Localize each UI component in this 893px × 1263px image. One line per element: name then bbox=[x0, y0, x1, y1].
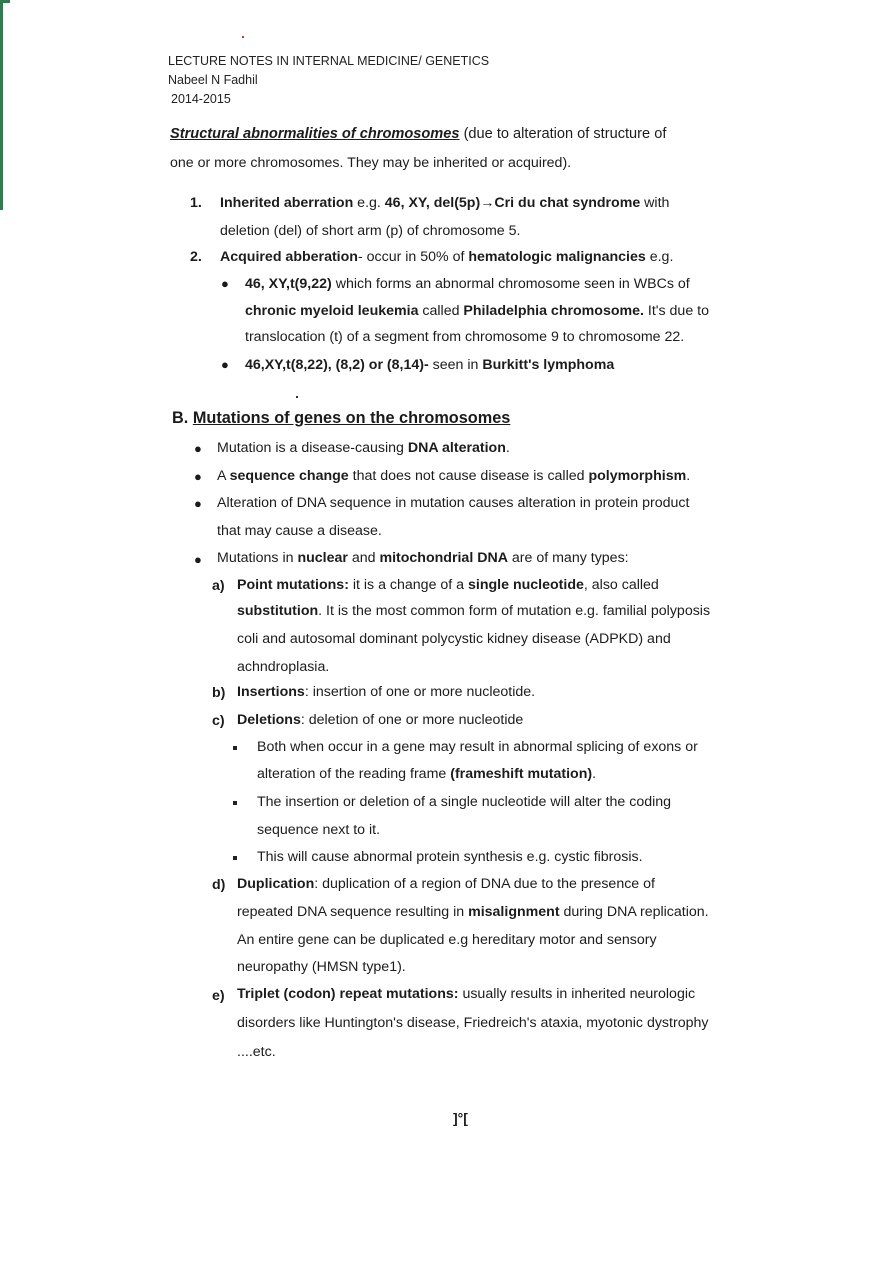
section-title: Mutations of genes on the chromosomes bbox=[192, 409, 511, 427]
triplet-repeat-line-2: disorders like Huntington's disease, Friedreich's ataxia, myotonic dystrophy bbox=[237, 1015, 709, 1031]
scan-speck bbox=[242, 36, 244, 38]
page-edge-mark bbox=[0, 0, 3, 210]
bullet-dot: ● bbox=[194, 441, 202, 456]
frameshift-line-2: alteration of the reading frame (frameshift mutation). bbox=[257, 766, 597, 782]
header-year: 2014-2015 bbox=[171, 92, 231, 106]
bullet-dot: ● bbox=[194, 496, 202, 511]
cml-line-2: chronic myeloid leukemia called Philadelphia chromosome. It's due to bbox=[245, 303, 709, 319]
square-bullet bbox=[233, 801, 237, 805]
coding-sequence-line-2: sequence next to it. bbox=[257, 822, 381, 838]
list-letter: c) bbox=[212, 713, 225, 729]
inherited-aberration-line-1: Inherited aberration e.g. 46, XY, del(5p)→Cri du chat syndrome with bbox=[220, 195, 670, 211]
square-bullet bbox=[233, 746, 237, 750]
bullet-dot: ● bbox=[221, 276, 229, 291]
cml-line-3: translocation (t) of a segment from chromosome 9 to chromosome 22. bbox=[245, 329, 685, 345]
square-bullet bbox=[233, 856, 237, 860]
section-letter: B. bbox=[172, 409, 189, 427]
bullet-dot: ● bbox=[194, 469, 202, 484]
structural-intro-line-2: one or more chromosomes. They may be inherited or acquired). bbox=[170, 155, 572, 171]
page-number: ]°[ bbox=[453, 1110, 468, 1126]
list-letter: a) bbox=[212, 578, 225, 594]
scan-speck bbox=[296, 396, 298, 398]
point-mutation-line-3: coli and autosomal dominant polycystic kidney disease (ADPKD) and bbox=[237, 631, 671, 647]
page-edge-tick bbox=[0, 0, 10, 3]
list-number: 1. bbox=[190, 195, 202, 211]
duplication-line-3: An entire gene can be duplicated e.g hereditary motor and sensory bbox=[237, 932, 657, 948]
structural-heading: Structural abnormalities of chromosomes bbox=[170, 126, 460, 142]
list-letter: b) bbox=[212, 685, 226, 701]
header-title: LECTURE NOTES IN INTERNAL MEDICINE/ GENETICS bbox=[168, 54, 490, 68]
mutation-definition: Mutation is a disease-causing DNA alteration. bbox=[217, 440, 510, 456]
list-letter: e) bbox=[212, 988, 225, 1004]
duplication-line-2: repeated DNA sequence resulting in misalignment during DNA replication. bbox=[237, 904, 709, 920]
bullet-dot: ● bbox=[221, 357, 229, 372]
burkitt-line: 46,XY,t(8,22), (8,2) or (8,14)- seen in Burkitt's lymphoma bbox=[245, 357, 615, 373]
point-mutation-line-2: substitution. It is the most common form of mutation e.g. familial polyposis bbox=[237, 603, 711, 619]
alteration-line-1: Alteration of DNA sequence in mutation causes alteration in protein product bbox=[217, 495, 690, 511]
acquired-aberration-line-1: Acquired abberation- occur in 50% of hematologic malignancies e.g. bbox=[220, 249, 674, 265]
document-header bbox=[168, 52, 489, 109]
cystic-fibrosis-line: This will cause abnormal protein synthesis e.g. cystic fibrosis. bbox=[257, 849, 643, 865]
list-letter: d) bbox=[212, 877, 226, 893]
list-number: 2. bbox=[190, 249, 202, 265]
header-author: Nabeel N Fadhil bbox=[168, 73, 258, 87]
bullet-dot: ● bbox=[194, 552, 202, 567]
point-mutation-line-1: Point mutations: it is a change of a single nucleotide, also called bbox=[237, 577, 659, 593]
triplet-repeat-line-1: Triplet (codon) repeat mutations: usually results in inherited neurologic bbox=[237, 986, 696, 1002]
frameshift-line-1: Both when occur in a gene may result in abnormal splicing of exons or bbox=[257, 739, 698, 755]
duplication-line-1: Duplication: duplication of a region of DNA due to the presence of bbox=[237, 876, 655, 892]
insertions-line: Insertions: insertion of one or more nucleotide. bbox=[237, 684, 536, 700]
section-b-heading bbox=[172, 409, 510, 428]
duplication-line-4: neuropathy (HMSN type1). bbox=[237, 959, 406, 975]
coding-sequence-line-1: The insertion or deletion of a single nucleotide will alter the coding bbox=[257, 794, 672, 810]
cml-line-1: 46, XY,t(9,22) which forms an abnormal chromosome seen in WBCs of bbox=[245, 276, 690, 292]
point-mutation-line-4: achndroplasia. bbox=[237, 659, 330, 675]
structural-intro-line-1: Structural abnormalities of chromosomes (due to alteration of structure of bbox=[170, 126, 667, 142]
mutation-types-intro: Mutations in nuclear and mitochondrial DNA are of many types: bbox=[217, 550, 629, 566]
polymorphism-definition: A sequence change that does not cause disease is called polymorphism. bbox=[217, 468, 691, 484]
deletions-line: Deletions: deletion of one or more nucleotide bbox=[237, 712, 524, 728]
alteration-line-2: that may cause a disease. bbox=[217, 523, 382, 539]
inherited-aberration-line-2: deletion (del) of short arm (p) of chromosome 5. bbox=[220, 223, 521, 239]
triplet-repeat-line-3: ....etc. bbox=[237, 1044, 276, 1060]
